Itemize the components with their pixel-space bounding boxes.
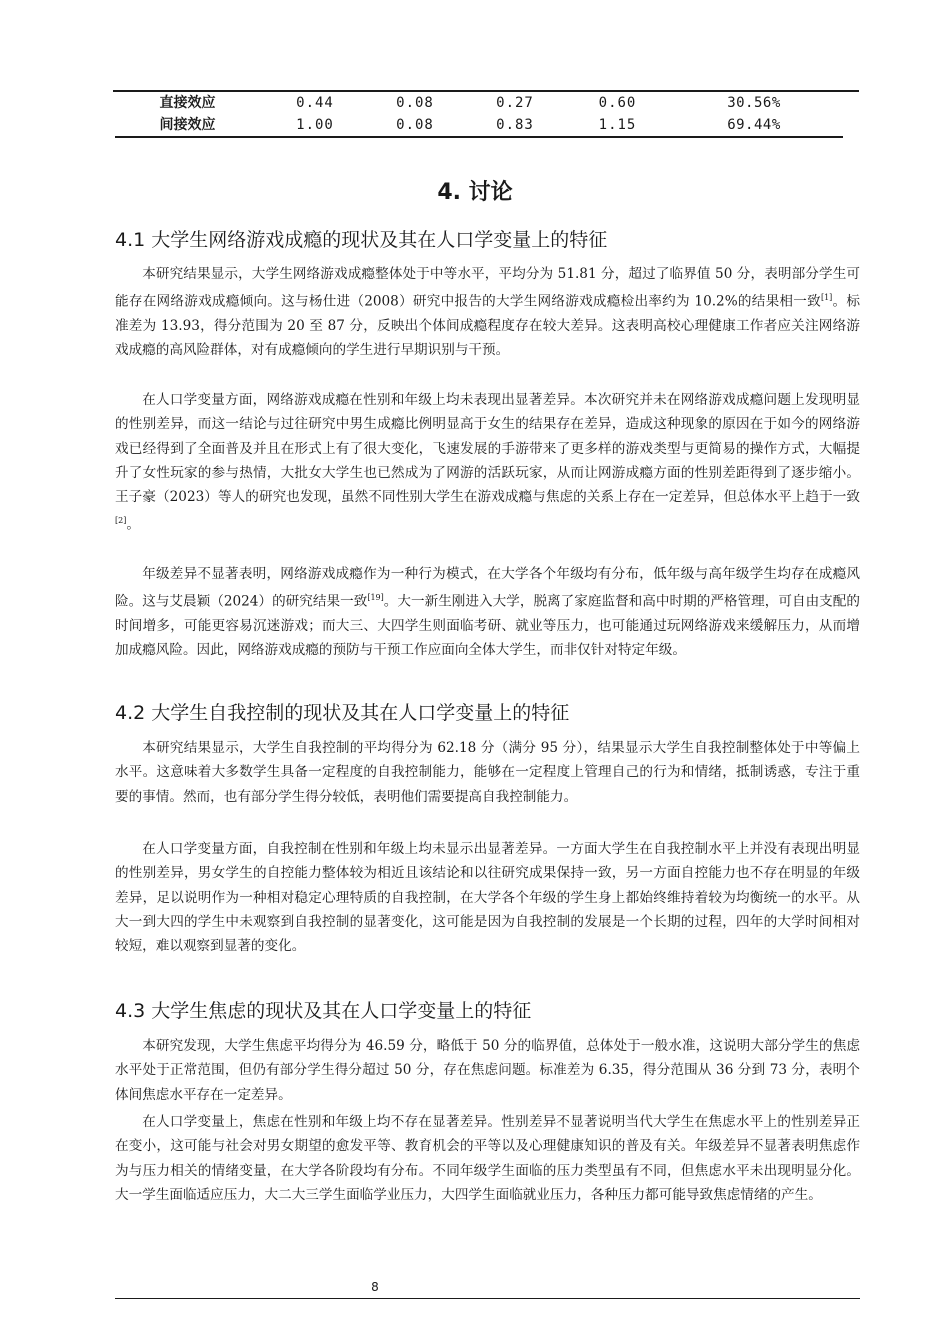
paragraph: 本研究发现，大学生焦虑平均得分为 46.59 分，略低于 50 分的临界值，总体处于一般水准，这说明大部分学生的焦虑水平处于正常范围，但仍有部分学生得分超过 50 分，存在焦虑问题。标准差为 6.35，得分范围从 36 分到 73 分，表明个体间焦虑水平存在一定差异。: [115, 1038, 860, 1103]
paragraph: 在人口学变量方面，自我控制在性别和年级上均未显示出显著差异。一方面大学生在自我控制水平上并没有表现出明显的性别差异，男女学生的自控能力整体较为相近且该结论和以往研究成果保持一致，另一方面自控能力也不存在明显的年级差异，足以说明作为一种相对稳定心理特质的自我控制，在大学各个年级的学生身上都始终维持着较为均衡统一的水平。从大一到大四的学生中未观察到自我控制的显著变化，这可能是因为自我控制的发展是一个长期的过程，四年的大学时间相对较短，难以观察到显著的变化。: [115, 841, 860, 955]
table-bottom-rule: [115, 136, 843, 138]
cell: 0.27: [496, 95, 534, 111]
cell: 0.08: [396, 117, 434, 133]
cell: 1.00: [296, 117, 334, 133]
table-row: [115, 114, 843, 136]
cell: 0.44: [296, 95, 334, 111]
paragraph: 本研究结果显示，大学生网络游戏成瘾整体处于中等水平，平均分为 51.81 分，超过了临界值 50 分，表明部分学生可能存在网络游戏成瘾倾向。这与杨仕进（2008）研究中报告的大学生网络游戏成瘾检出率约为 10.2%的结果相一致[1]。标准差为 13.93，得分范围为 20 至 87 分，反映出个体间成瘾程度存在较大差异。这表明高校心理健康工作者应关注网络游戏成瘾的高风险群体，对有成瘾倾向的学生进行早期识别与干预。: [115, 266, 860, 359]
paragraph: 在人口学变量方面，网络游戏成瘾在性别和年级上均未表现出显著差异。本次研究并未在网络游戏成瘾问题上发现明显的性别差异，而这一结论与过往研究中男生成瘾比例明显高于女生的结果存在差异，造成这种现象的原因在于如今的网络游戏已经得到了全面普及并且在形式上有了很大变化，飞速发展的手游带来了更多样的游戏类型与更简易的操作方式，大幅提升了女性玩家的参与热情，大批女大学生也已然成为了网游的活跃玩家，从而让网游成瘾方面的性别差距得到了逐步缩小。王子豪（2023）等人的研究也发现，虽然不同性别大学生在游戏成瘾与焦虑的关系上存在一定差异，但总体水平上趋于一致[2]。: [115, 392, 860, 534]
subsection-heading: 4.1 大学生网络游戏成瘾的现状及其在人口学变量上的特征: [115, 229, 608, 251]
footer-rule: [115, 1298, 860, 1299]
subsection-heading: 4.2 大学生自我控制的现状及其在人口学变量上的特征: [115, 702, 570, 724]
paragraph: 本研究结果显示，大学生自我控制的平均得分为 62.18 分（满分 95 分），结果显示大学生自我控制整体处于中等偏上水平。这意味着大多数学生具备一定程度的自我控制能力，能够在一定程度上管理自己的行为和情绪，抵制诱惑，专注于重要的事情。然而，也有部分学生得分较低，表明他们需要提高自我控制能力。: [115, 740, 860, 805]
row-label: 直接效应: [159, 95, 216, 111]
citation: [2]: [115, 516, 127, 526]
subsection-heading: 4.3 大学生焦虑的现状及其在人口学变量上的特征: [115, 1000, 532, 1022]
cell: 0.08: [396, 95, 434, 111]
table-row: [115, 92, 843, 114]
cell: 69.44%: [727, 117, 781, 133]
paragraph: 年级差异不显著表明，网络游戏成瘾作为一种行为模式，在大学各个年级均有分布，低年级与高年级学生均存在成瘾风险。这与艾晨颖（2024）的研究结果一致[19]。大一新生刚进入大学，脱离了家庭监督和高中时期的严格管理，可自由支配的时间增多，可能更容易沉迷游戏；而大三、大四学生则面临考研、就业等压力，也可能通过玩网络游戏来缓解压力，从而增加成瘾风险。因此，网络游戏成瘾的预防与干预工作应面向全体大学生，而非仅针对特定年级。: [115, 566, 860, 659]
citation: [19]: [367, 593, 384, 603]
cell: 30.56%: [727, 95, 781, 111]
paragraph: 在人口学变量上，焦虑在性别和年级上均不存在显著差异。性别差异不显著说明当代大学生在焦虑水平上的性别差异正在变小，这可能与社会对男女期望的愈发平等、教育机会的平等以及心理健康知识的普及有关。年级差异不显著表明焦虑作为与压力相关的情绪变量，在大学各阶段均有分布。不同年级学生面临的压力类型虽有不同，但焦虑水平未出现明显分化。大一学生面临适应压力，大二大三学生面临学业压力，大四学生面临就业压力，各种压力都可能导致焦虑情绪的产生。: [115, 1114, 860, 1203]
page-number: 8: [371, 1280, 379, 1294]
cell: 0.60: [598, 95, 637, 111]
row-label: 间接效应: [159, 117, 216, 133]
citation: [1]: [820, 293, 833, 303]
cell: 1.15: [598, 117, 637, 133]
section-title: 4. 讨论: [437, 180, 513, 205]
cell: 0.83: [496, 117, 534, 133]
effect-table: [115, 90, 843, 138]
